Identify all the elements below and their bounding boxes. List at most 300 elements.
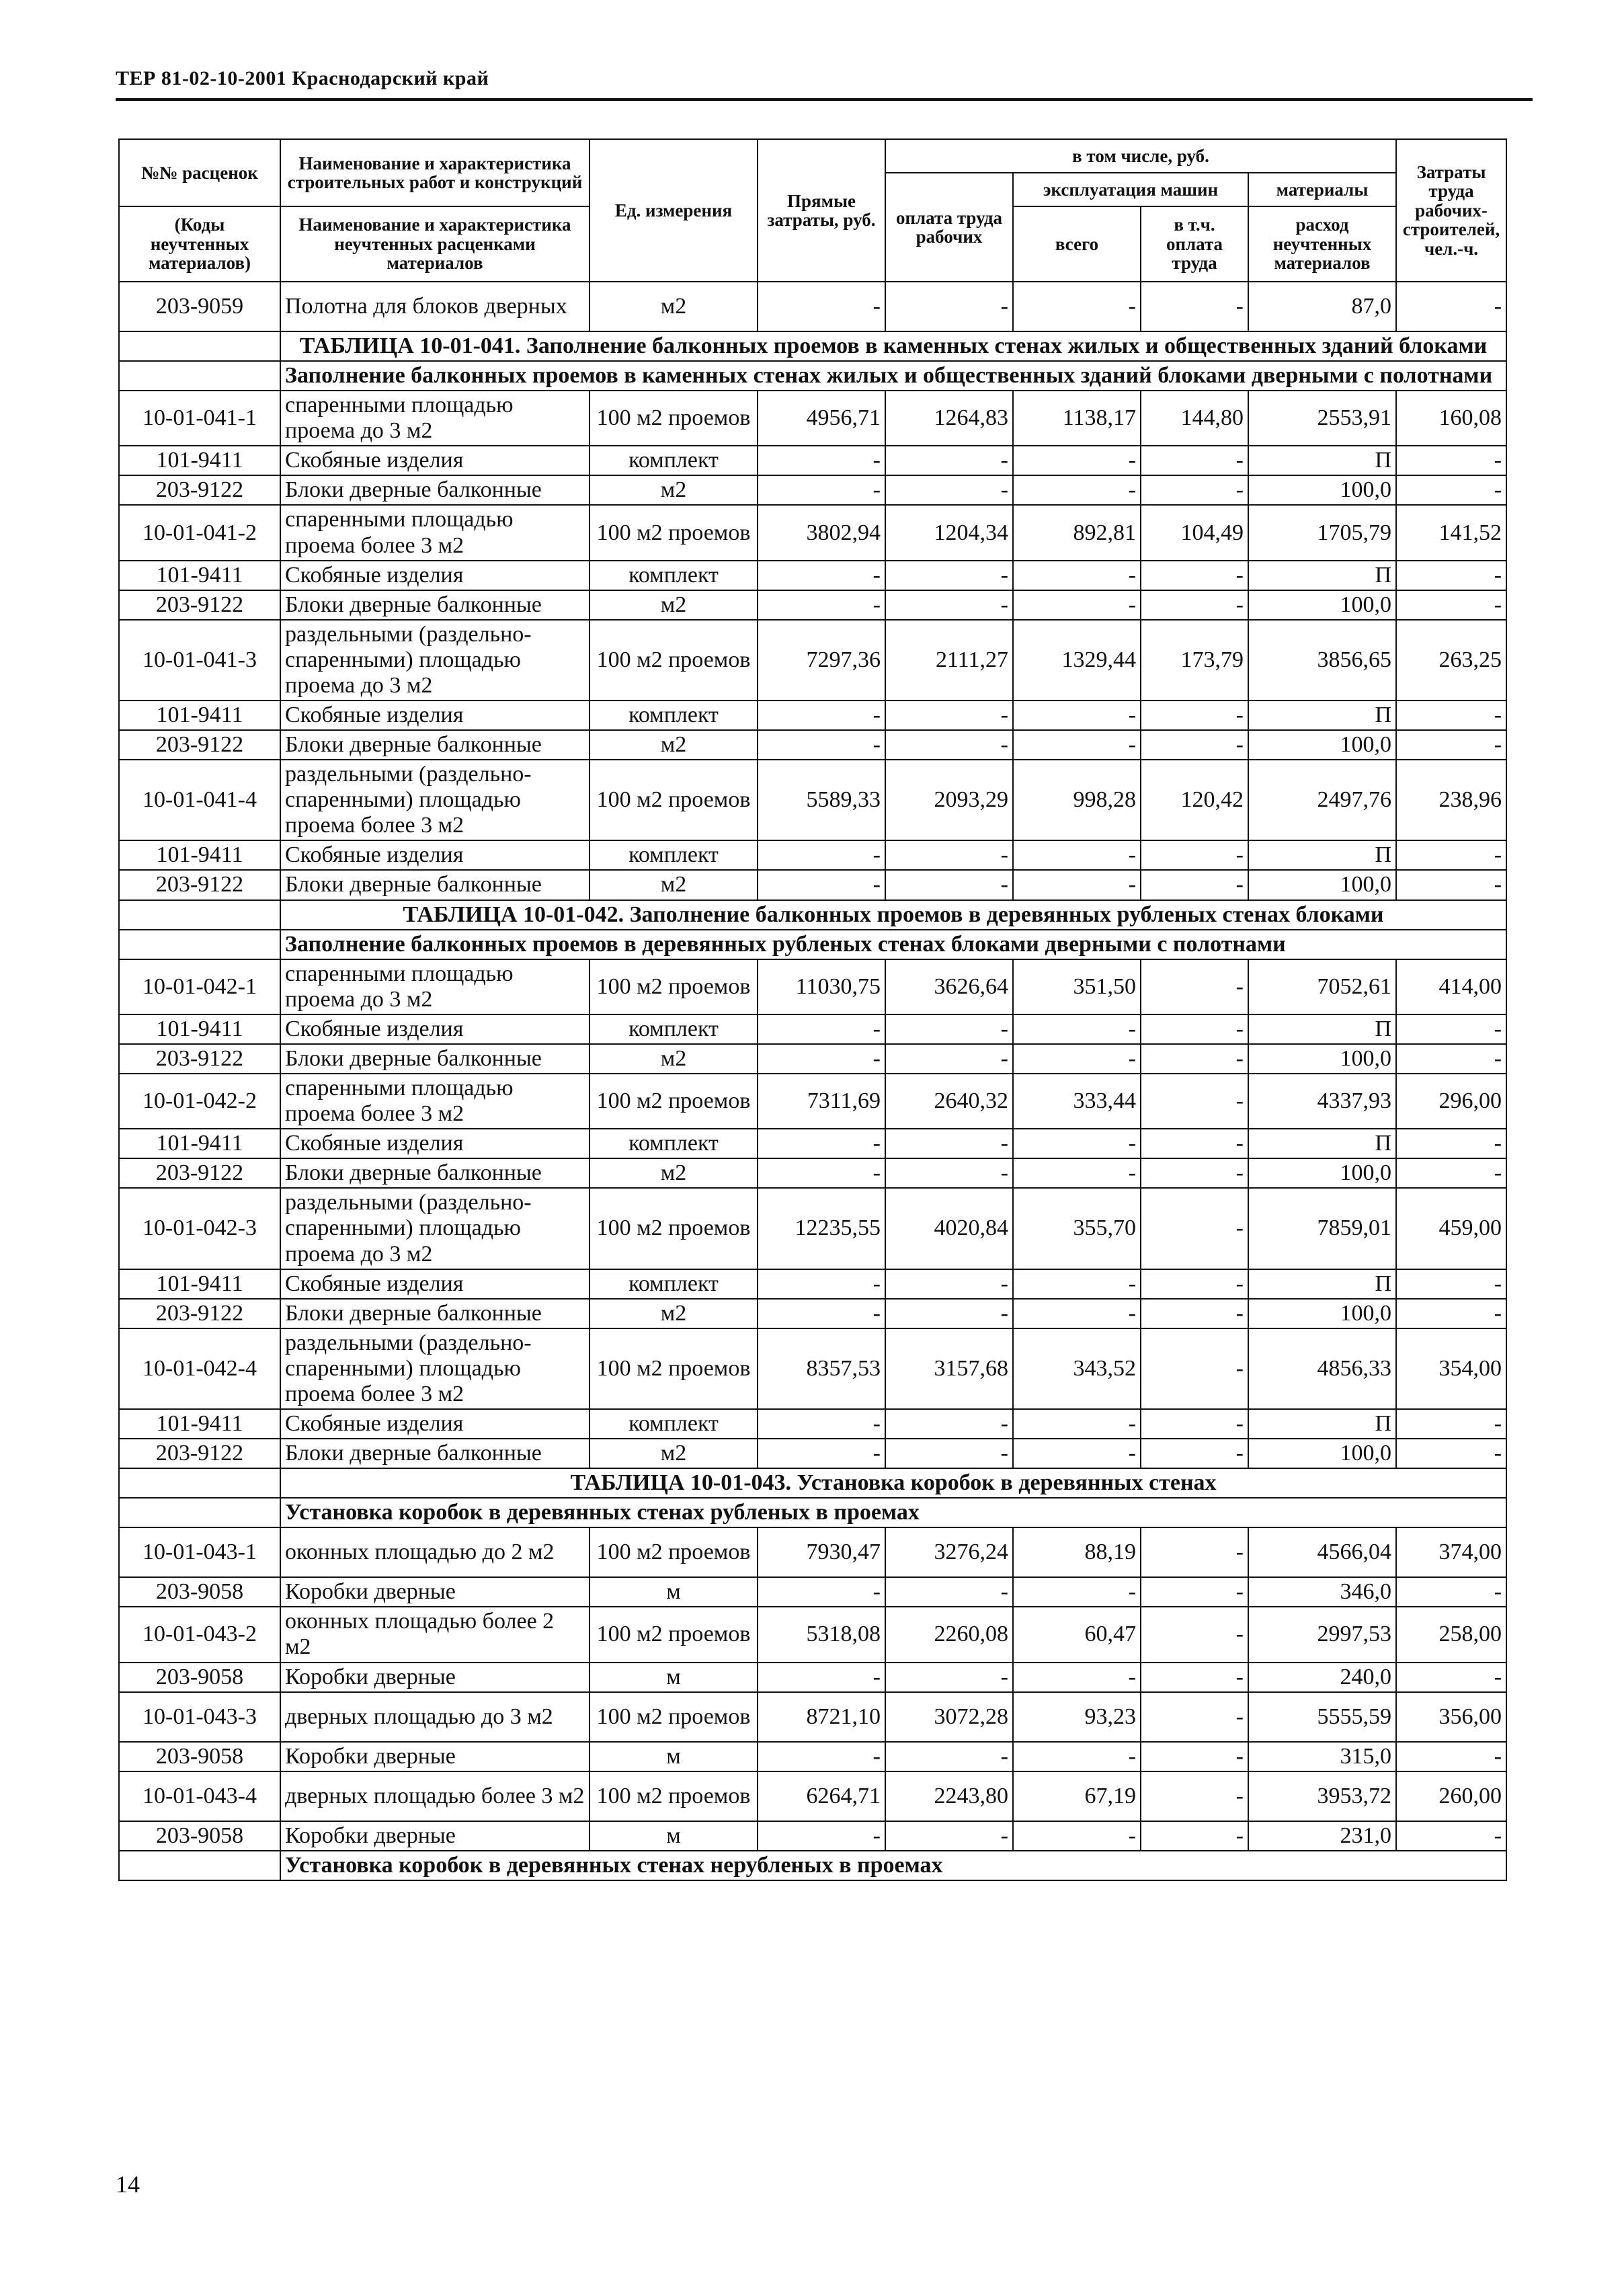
cell-unit: 100 м2 проемов [590,1527,758,1577]
cell-labor-hours: 296,00 [1396,1074,1506,1129]
cell-code: 10-01-043-3 [119,1692,280,1742]
cell-code: 10-01-042-4 [119,1328,280,1409]
table-row [119,1821,1506,1851]
cell-machines-labor: - [1141,1014,1248,1044]
cell-labor-pay: 3157,68 [885,1328,1013,1409]
cell-machines-total: - [1013,1158,1141,1188]
cell-name: спаренными площадью проема более 3 м2 [280,1074,590,1129]
table-row [119,561,1506,590]
cell-code: 10-01-041-4 [119,760,280,840]
cell-materials: 87,0 [1248,282,1396,331]
table-row [119,701,1506,730]
col-name-sub-header: Наименование и характеристика неучтенных расценками материалов [280,206,590,282]
cell-direct-cost: - [758,730,885,760]
cell-name: оконных площадью более 2 м2 [280,1607,590,1662]
cell-machines-labor: - [1141,1409,1248,1439]
cell-machines-total: 355,70 [1013,1188,1141,1269]
cell-direct-cost: - [758,1044,885,1074]
table-row [119,1014,1506,1044]
cell-unit: 100 м2 проемов [590,1328,758,1409]
cell-unit: м2 [590,475,758,505]
cell-direct-cost: 8721,10 [758,1692,885,1742]
cell-direct-cost: - [758,1014,885,1044]
cell-direct-cost: - [758,590,885,620]
cell-labor-pay: 3626,64 [885,959,1013,1014]
cell-machines-total: - [1013,590,1141,620]
cell-machines-labor: - [1141,1692,1248,1742]
cell-machines-labor: - [1141,1771,1248,1821]
cell-labor-hours: 160,08 [1396,391,1506,446]
table-row [119,505,1506,560]
cell-unit: м2 [590,1158,758,1188]
cell-machines-total: 60,47 [1013,1607,1141,1662]
col-mach-total-header: всего [1013,206,1141,282]
cell-direct-cost: 3802,94 [758,505,885,560]
cell-name: спаренными площадью проема до 3 м2 [280,391,590,446]
cell-machines-total: 1138,17 [1013,391,1141,446]
cell-direct-cost: - [758,475,885,505]
cell-unit: комплект [590,701,758,730]
cell-machines-total: 67,19 [1013,1771,1141,1821]
cell-materials: 315,0 [1248,1742,1396,1771]
cell-machines-total: - [1013,1129,1141,1158]
cell-name: Блоки дверные балконные [280,590,590,620]
cell-code: 10-01-042-2 [119,1074,280,1129]
cell-code: 203-9122 [119,1299,280,1328]
cell-direct-cost: - [758,701,885,730]
cell-materials: 3856,65 [1248,620,1396,701]
cell-machines-total: - [1013,1044,1141,1074]
cell-materials: 100,0 [1248,475,1396,505]
cell-materials: П [1248,561,1396,590]
cell-empty [119,1851,280,1880]
cell-machines-labor: - [1141,1439,1248,1468]
cell-materials: 100,0 [1248,590,1396,620]
cell-direct-cost: - [758,446,885,475]
cell-code: 203-9122 [119,730,280,760]
cell-labor-hours: - [1396,1129,1506,1158]
cell-code: 10-01-043-2 [119,1607,280,1662]
cell-machines-labor: - [1141,1188,1248,1269]
cell-machines-total: - [1013,1409,1141,1439]
cell-materials: 231,0 [1248,1821,1396,1851]
cell-machines-total: 333,44 [1013,1074,1141,1129]
table-row [119,1692,1506,1742]
cell-name: Блоки дверные балконные [280,1044,590,1074]
cell-direct-cost: - [758,561,885,590]
cell-labor-pay: - [885,730,1013,760]
cell-materials: П [1248,840,1396,870]
cell-machines-total: - [1013,1439,1141,1468]
cell-unit: м2 [590,1044,758,1074]
cell-labor-hours: - [1396,282,1506,331]
cell-unit: комплект [590,1269,758,1299]
cell-labor-pay: - [885,1129,1013,1158]
cell-name: Скобяные изделия [280,701,590,730]
cell-name: Полотна для блоков дверных [280,282,590,331]
cell-labor-hours: 141,52 [1396,505,1506,560]
cell-machines-labor: - [1141,840,1248,870]
col-labor-pay-header: оплата труда рабочих [885,173,1013,282]
cell-machines-labor: - [1141,730,1248,760]
table-group-title [119,361,1506,391]
cell-direct-cost: - [758,282,885,331]
cell-unit: комплект [590,446,758,475]
cell-labor-pay: 3072,28 [885,1692,1013,1742]
cell-materials: 100,0 [1248,1439,1396,1468]
cell-machines-labor: - [1141,1328,1248,1409]
col-mach-labor-header: в т.ч. оплата труда [1141,206,1248,282]
cell-unit: 100 м2 проемов [590,959,758,1014]
table-row [119,730,1506,760]
cell-machines-total: 351,50 [1013,959,1141,1014]
page-number: 14 [116,2171,140,2198]
cell-unit: 100 м2 проемов [590,1607,758,1662]
col-unit-header: Ед. измерения [590,139,758,282]
cell-labor-hours: 374,00 [1396,1527,1506,1577]
cell-code: 101-9411 [119,701,280,730]
cell-labor-pay: - [885,1439,1013,1468]
cell-direct-cost: - [758,1439,885,1468]
cell-code: 203-9059 [119,282,280,331]
cell-labor-pay: - [885,282,1013,331]
cell-labor-pay: 2260,08 [885,1607,1013,1662]
cell-labor-hours: - [1396,1742,1506,1771]
cell-name: Скобяные изделия [280,446,590,475]
cell-code: 10-01-042-3 [119,1188,280,1269]
cell-code: 10-01-043-4 [119,1771,280,1821]
cell-labor-pay: 3276,24 [885,1527,1013,1577]
cell-machines-labor: - [1141,1158,1248,1188]
table-row [119,620,1506,701]
cell-name: Коробки дверные [280,1663,590,1692]
cell-code: 203-9058 [119,1821,280,1851]
cell-labor-hours: 459,00 [1396,1188,1506,1269]
table-group-title [119,930,1506,959]
cell-direct-cost: - [758,1299,885,1328]
cell-materials: 2997,53 [1248,1607,1396,1662]
cell-labor-pay: - [885,1158,1013,1188]
col-code-sub-header: (Коды неучтенных материалов) [119,206,280,282]
cell-direct-cost: - [758,840,885,870]
cell-machines-total: - [1013,1577,1141,1607]
cell-direct-cost: - [758,1269,885,1299]
table-row [119,959,1506,1014]
cell-materials: 100,0 [1248,1044,1396,1074]
cell-labor-hours: - [1396,1014,1506,1044]
cell-materials: 346,0 [1248,1577,1396,1607]
cell-labor-pay: - [885,701,1013,730]
cell-unit: м [590,1821,758,1851]
cell-direct-cost: 11030,75 [758,959,885,1014]
cell-unit: 100 м2 проемов [590,1074,758,1129]
cell-unit: м [590,1663,758,1692]
table-row [119,1269,1506,1299]
cell-labor-hours: 356,00 [1396,1692,1506,1742]
cell-name: Блоки дверные балконные [280,1439,590,1468]
table-row [119,1328,1506,1409]
cell-labor-pay: - [885,1269,1013,1299]
cell-materials: П [1248,1129,1396,1158]
col-code-header: №№ расценок [119,139,280,206]
cell-machines-labor: 173,79 [1141,620,1248,701]
cell-materials: 100,0 [1248,1299,1396,1328]
cell-direct-cost: 5318,08 [758,1607,885,1662]
cell-machines-labor: - [1141,282,1248,331]
table-row [119,760,1506,840]
cell-labor-pay: 2640,32 [885,1074,1013,1129]
cell-unit: м [590,1742,758,1771]
cell-machines-labor: - [1141,590,1248,620]
cell-unit: 100 м2 проемов [590,505,758,560]
cell-code: 101-9411 [119,561,280,590]
cell-labor-hours: 260,00 [1396,1771,1506,1821]
cell-name: Коробки дверные [280,1577,590,1607]
cell-name: спаренными площадью проема до 3 м2 [280,959,590,1014]
cell-name: Коробки дверные [280,1742,590,1771]
cell-code: 10-01-041-2 [119,505,280,560]
cell-code: 10-01-041-3 [119,620,280,701]
table-section-title [119,331,1506,361]
cell-machines-labor: - [1141,870,1248,900]
cell-direct-cost: - [758,1821,885,1851]
cell-machines-total: 88,19 [1013,1527,1141,1577]
cell-machines-total: 998,28 [1013,760,1141,840]
cell-labor-hours: - [1396,1044,1506,1074]
cell-direct-cost: - [758,1577,885,1607]
cell-code: 203-9058 [119,1577,280,1607]
cell-empty [119,1468,280,1498]
cell-machines-total: 892,81 [1013,505,1141,560]
page-header: ТЕР 81-02-10-2001 Краснодарский край [116,67,489,89]
header-rule [116,98,1533,101]
cell-direct-cost: - [758,1663,885,1692]
cell-code: 101-9411 [119,1014,280,1044]
cell-labor-pay: 2243,80 [885,1771,1013,1821]
cell-name: Скобяные изделия [280,1129,590,1158]
rates-table [118,138,1507,1881]
cell-code: 101-9411 [119,840,280,870]
cell-materials: 100,0 [1248,870,1396,900]
cell-labor-pay: 2111,27 [885,620,1013,701]
cell-labor-hours: - [1396,1158,1506,1188]
cell-labor-hours: - [1396,1821,1506,1851]
cell-materials: 240,0 [1248,1663,1396,1692]
cell-machines-total: - [1013,1821,1141,1851]
cell-name: Блоки дверные балконные [280,475,590,505]
cell-name: оконных площадью до 2 м2 [280,1527,590,1577]
table-row [119,1771,1506,1821]
cell-code: 203-9122 [119,1044,280,1074]
col-machines-header: эксплуатация машин [1013,173,1248,206]
cell-machines-labor: - [1141,1607,1248,1662]
cell-labor-pay: - [885,870,1013,900]
cell-name: Блоки дверные балконные [280,730,590,760]
cell-code: 203-9122 [119,590,280,620]
table-row [119,1074,1506,1129]
col-labor-cost-header: Затраты труда рабочих-строителей, чел.-ч. [1396,139,1506,282]
cell-unit: м2 [590,1299,758,1328]
cell-labor-pay: - [885,561,1013,590]
cell-code: 101-9411 [119,1129,280,1158]
cell-labor-pay: - [885,1577,1013,1607]
table-row [119,870,1506,900]
cell-materials: 2497,76 [1248,760,1396,840]
cell-labor-hours: - [1396,475,1506,505]
cell-name: Скобяные изделия [280,1409,590,1439]
cell-machines-total: - [1013,1269,1141,1299]
cell-labor-hours: 263,25 [1396,620,1506,701]
cell-materials: 1705,79 [1248,505,1396,560]
cell-code: 203-9058 [119,1663,280,1692]
cell-unit: 100 м2 проемов [590,1188,758,1269]
cell-machines-labor: - [1141,959,1248,1014]
table-row [119,446,1506,475]
cell-machines-labor: - [1141,1269,1248,1299]
cell-labor-pay: - [885,1299,1013,1328]
cell-machines-total: - [1013,282,1141,331]
cell-name: спаренными площадью проема более 3 м2 [280,505,590,560]
cell-machines-labor: 104,49 [1141,505,1248,560]
col-materials-sub-header: расход неучтенных материалов [1248,206,1396,282]
cell-labor-hours: 238,96 [1396,760,1506,840]
cell-labor-hours: - [1396,730,1506,760]
table-row [119,1158,1506,1188]
cell-name: Скобяные изделия [280,1014,590,1044]
cell-machines-total: - [1013,1663,1141,1692]
cell-materials: П [1248,1409,1396,1439]
cell-materials: 100,0 [1248,1158,1396,1188]
cell-machines-total: - [1013,561,1141,590]
cell-labor-hours: - [1396,1299,1506,1328]
cell-materials: П [1248,701,1396,730]
cell-code: 203-9122 [119,870,280,900]
cell-direct-cost: 6264,71 [758,1771,885,1821]
col-name-header: Наименование и характеристика строительных работ и конструкций [280,139,590,206]
cell-machines-total: - [1013,1299,1141,1328]
cell-labor-hours: 258,00 [1396,1607,1506,1662]
cell-empty [119,900,280,930]
cell-name: Блоки дверные балконные [280,870,590,900]
cell-labor-pay: - [885,840,1013,870]
group-title-text: Заполнение балконных проемов в деревянных рубленых стенах блоками дверными с полотнами [280,930,1506,959]
cell-machines-labor: 144,80 [1141,391,1248,446]
cell-unit: комплект [590,1129,758,1158]
table-row [119,840,1506,870]
col-direct-header: Прямые затраты, руб. [758,139,885,282]
cell-machines-labor: 120,42 [1141,760,1248,840]
cell-machines-total: 343,52 [1013,1328,1141,1409]
cell-unit: 100 м2 проемов [590,1692,758,1742]
cell-unit: 100 м2 проемов [590,620,758,701]
table-row [119,1409,1506,1439]
cell-machines-total: 1329,44 [1013,620,1141,701]
table-section-title [119,1468,1506,1498]
cell-name: раздельными (раздельно-спаренными) площадью проема более 3 м2 [280,1328,590,1409]
table-row [119,590,1506,620]
cell-unit: комплект [590,1014,758,1044]
cell-labor-hours: - [1396,1577,1506,1607]
group-title-text: Установка коробок в деревянных стенах нерубленых в проемах [280,1851,1506,1880]
cell-code: 101-9411 [119,446,280,475]
cell-code: 203-9058 [119,1742,280,1771]
table-header [119,139,1506,282]
cell-unit: м2 [590,730,758,760]
table-row [119,1129,1506,1158]
cell-machines-labor: - [1141,1577,1248,1607]
cell-machines-total: - [1013,840,1141,870]
cell-code: 10-01-042-1 [119,959,280,1014]
cell-name: Скобяные изделия [280,840,590,870]
section-title-text: ТАБЛИЦА 10-01-042. Заполнение балконных проемов в деревянных рубленых стенах блоками [280,900,1506,930]
cell-labor-hours: - [1396,840,1506,870]
cell-machines-labor: - [1141,1074,1248,1129]
cell-empty [119,930,280,959]
cell-machines-labor: - [1141,701,1248,730]
cell-labor-hours: - [1396,561,1506,590]
cell-machines-labor: - [1141,1663,1248,1692]
cell-code: 203-9122 [119,475,280,505]
cell-direct-cost: 5589,33 [758,760,885,840]
cell-labor-hours: - [1396,1663,1506,1692]
cell-direct-cost: - [758,1409,885,1439]
cell-machines-labor: - [1141,446,1248,475]
cell-unit: комплект [590,561,758,590]
cell-materials: П [1248,1269,1396,1299]
table-section-title [119,900,1506,930]
cell-materials: 100,0 [1248,730,1396,760]
table-row [119,282,1506,331]
cell-name: Блоки дверные балконные [280,1158,590,1188]
cell-machines-labor: - [1141,475,1248,505]
table-body [119,282,1506,1880]
cell-labor-hours: - [1396,1439,1506,1468]
cell-empty [119,1498,280,1527]
cell-empty [119,361,280,391]
cell-labor-pay: 4020,84 [885,1188,1013,1269]
cell-code: 101-9411 [119,1269,280,1299]
section-title-text: ТАБЛИЦА 10-01-041. Заполнение балконных проемов в каменных стенах жилых и общественных зданий блоками [280,331,1506,361]
group-title-text: Установка коробок в деревянных стенах рубленых в проемах [280,1498,1506,1527]
cell-unit: 100 м2 проемов [590,1771,758,1821]
col-including-header: в том числе, руб. [885,139,1396,173]
cell-labor-hours: - [1396,446,1506,475]
section-title-text: ТАБЛИЦА 10-01-043. Установка коробок в деревянных стенах [280,1468,1506,1498]
table-row [119,1299,1506,1328]
table-row [119,1527,1506,1577]
cell-direct-cost: - [758,1129,885,1158]
cell-labor-pay: - [885,590,1013,620]
cell-materials: 3953,72 [1248,1771,1396,1821]
cell-code: 10-01-041-1 [119,391,280,446]
cell-unit: 100 м2 проемов [590,391,758,446]
cell-machines-total: - [1013,870,1141,900]
cell-machines-labor: - [1141,561,1248,590]
table-row [119,1577,1506,1607]
cell-labor-pay: - [885,1409,1013,1439]
cell-direct-cost: 7297,36 [758,620,885,701]
cell-machines-total: - [1013,1014,1141,1044]
cell-machines-total: - [1013,1742,1141,1771]
cell-name: раздельными (раздельно-спаренными) площадью проема более 3 м2 [280,760,590,840]
cell-unit: м [590,1577,758,1607]
cell-materials: П [1248,1014,1396,1044]
cell-name: раздельными (раздельно-спаренными) площадью проема до 3 м2 [280,620,590,701]
cell-labor-hours: - [1396,1269,1506,1299]
cell-unit: м2 [590,870,758,900]
cell-labor-pay: - [885,1821,1013,1851]
table-row [119,1439,1506,1468]
